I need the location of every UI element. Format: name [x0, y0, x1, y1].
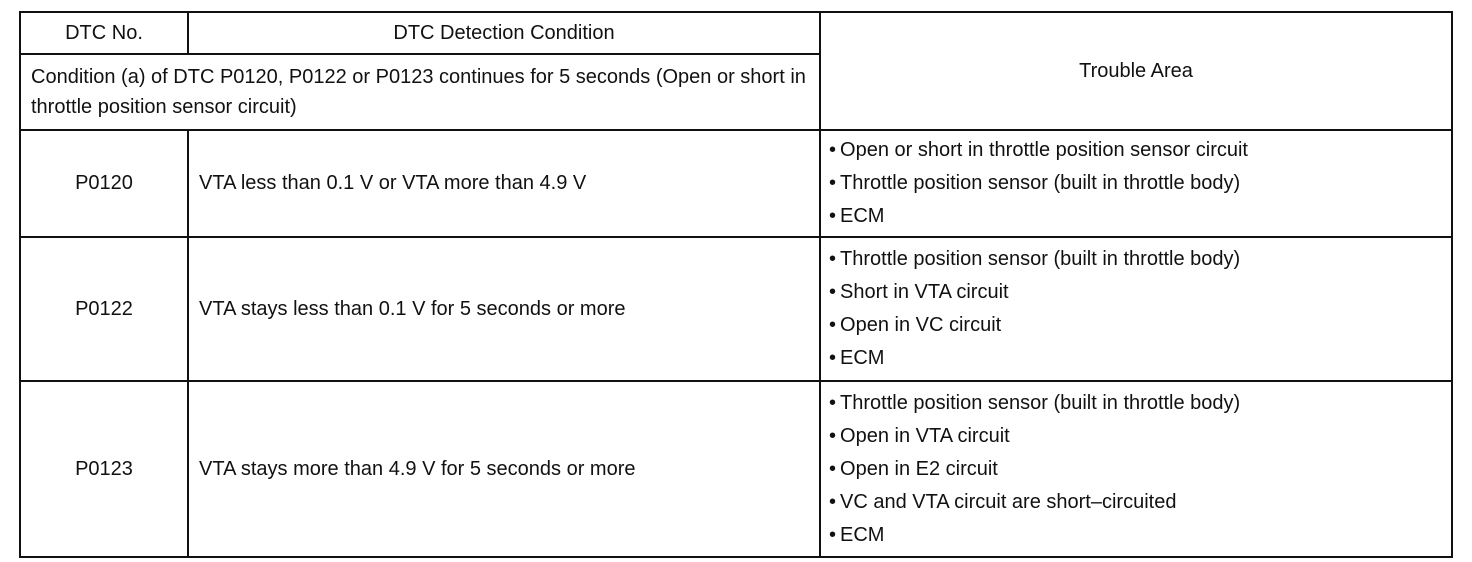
- detection-condition: VTA less than 0.1 V or VTA more than 4.9 V: [188, 130, 820, 237]
- trouble-area-item: • Short in VTA circuit: [829, 276, 1451, 309]
- trouble-area-cell: [820, 237, 1452, 381]
- header-trouble-area: Trouble Area: [820, 12, 1452, 130]
- header-row: [20, 12, 1452, 54]
- trouble-area-item: • Open or short in throttle position sensor circuit: [829, 134, 1451, 167]
- trouble-area-cell: [820, 381, 1452, 557]
- trouble-area-item: • ECM: [829, 342, 1451, 375]
- detection-condition: VTA stays less than 0.1 V for 5 seconds or more: [188, 237, 820, 381]
- table-row: [20, 381, 1452, 557]
- dtc-code: P0123: [20, 381, 188, 557]
- trouble-area-item: • Throttle position sensor (built in throttle body): [829, 243, 1451, 276]
- trouble-area-item: • VC and VTA circuit are short–circuited: [829, 486, 1451, 519]
- trouble-area-item: • ECM: [829, 200, 1451, 233]
- trouble-area-item: • Open in VC circuit: [829, 309, 1451, 342]
- trouble-area-item: • Throttle position sensor (built in throttle body): [829, 167, 1451, 200]
- trouble-area-item: • Open in VTA circuit: [829, 420, 1451, 453]
- trouble-area-item: • Throttle position sensor (built in throttle body): [829, 387, 1451, 420]
- dtc-code: P0120: [20, 130, 188, 237]
- table-row: [20, 237, 1452, 381]
- detection-condition: VTA stays more than 4.9 V for 5 seconds or more: [188, 381, 820, 557]
- header-detection-condition: DTC Detection Condition: [188, 12, 820, 54]
- dtc-table: [19, 11, 1453, 558]
- condition-note: Condition (a) of DTC P0120, P0122 or P0123 continues for 5 seconds (Open or short in throttle position sensor circuit): [20, 54, 820, 130]
- trouble-area-cell: [820, 130, 1452, 237]
- trouble-area-item: • Open in E2 circuit: [829, 453, 1451, 486]
- table-row: [20, 130, 1452, 237]
- header-dtc-no: DTC No.: [20, 12, 188, 54]
- dtc-code: P0122: [20, 237, 188, 381]
- trouble-area-item: • ECM: [829, 519, 1451, 552]
